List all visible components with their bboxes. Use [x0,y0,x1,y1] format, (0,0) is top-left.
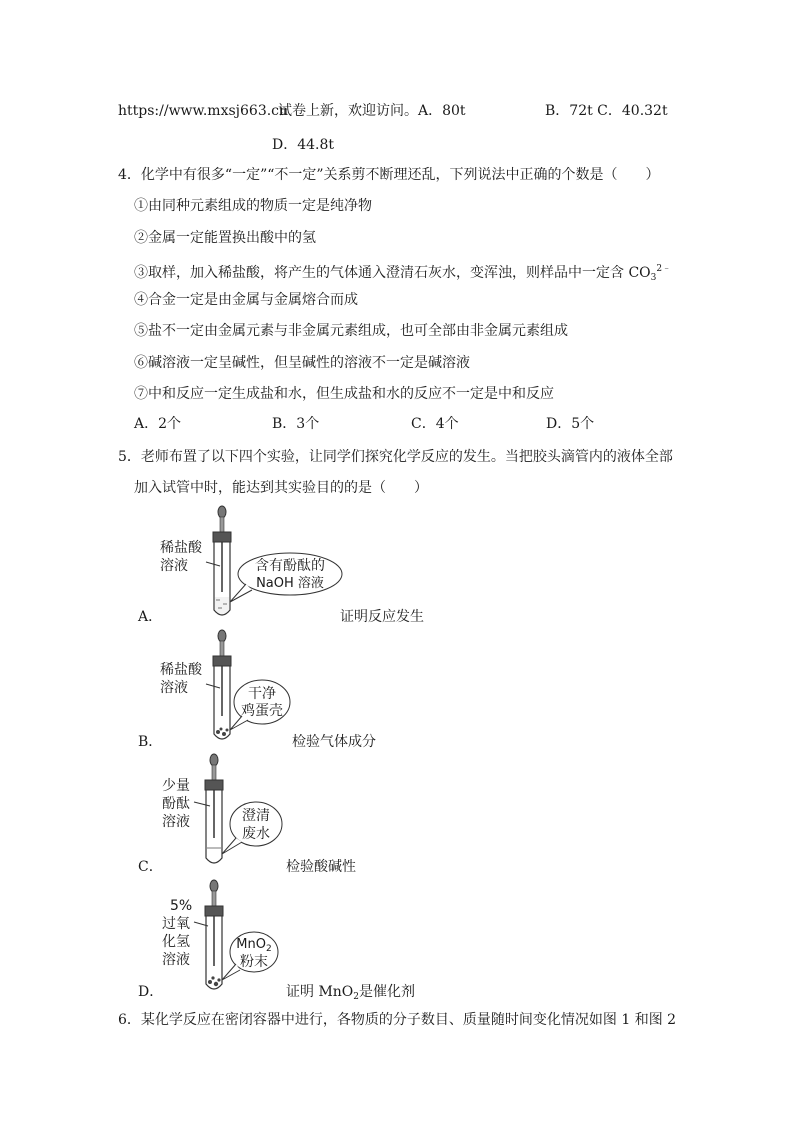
q5-option-c-purpose: 检验酸碱性 [286,859,356,875]
q5b-bubble-line1: 干净 [248,686,276,702]
q5c-reagent-line1: 少量 [162,778,190,794]
q5a-bubble-line2: NaOH 溶液 [256,576,324,591]
q4-option-b: B．3个 [272,416,320,432]
q5-stem-1: 5．老师布置了以下四个实验，让同学们探究化学反应的发生。当把胶头滴管内的液体全部 [118,449,673,465]
q5b-reagent-line1: 稀盐酸 [160,662,202,678]
q4-option-d: D．5个 [546,416,595,432]
q5c-reagent-line3: 溶液 [162,814,190,830]
q5b-bubble-line2: 鸡蛋壳 [241,703,283,719]
q5a-bubble-line1: 含有酚酞的 [255,558,325,574]
q4-item-4: ④合金一定是由金属与金属熔合而成 [134,292,358,308]
q5d-reagent-line3: 化氢 [162,934,190,950]
q5d-reagent-line1: 5% [170,898,193,914]
q5-option-b-purpose: 检验气体成分 [292,734,376,750]
q4-item-5: ⑤盐不一定由金属元素与非金属元素组成，也可全部由非金属元素组成 [134,323,568,339]
q4-item-6: ⑥碱溶液一定呈碱性，但呈碱性的溶液不一定是碱溶液 [134,355,470,371]
q4-item-1: ①由同种元素组成的物质一定是纯净物 [134,198,372,214]
q6-stem: 6．某化学反应在密闭容器中进行，各物质的分子数目、质量随时间变化情况如图 1 和图 2 [118,1012,677,1028]
q5-option-d-purpose: 证明 MnO$_2$是催化剂 [286,984,416,1002]
q5-option-a-purpose: 证明反应发生 [340,609,424,625]
q5d-reagent-line4: 溶液 [162,952,190,968]
q5-figure-b [150,628,300,746]
q5-option-a-letter: A． [138,609,163,625]
q5-option-d-letter: D． [138,984,164,1000]
q5c-bubble-line2: 废水 [242,826,270,842]
q5-figure-d [150,876,300,996]
q5d-bubble-line1: MnO$_2$ [236,937,272,954]
header-option-d: D．44.8t [272,137,335,153]
q4-item-2: ②金属一定能置换出酸中的氢 [134,230,316,246]
q4-option-a: A．2个 [134,416,182,432]
q5-figure-c [150,752,300,870]
header-notice: 试卷上新，欢迎访问。A．80t [278,103,466,119]
q5b-reagent-line2: 溶液 [160,680,188,696]
q5a-reagent-line1: 稀盐酸 [160,540,202,556]
q5-option-c-letter: C． [138,859,163,875]
q5-stem-2: 加入试管中时，能达到其实验目的的是（ ） [134,480,428,496]
q4-item-7: ⑦中和反应一定生成盐和水，但生成盐和水的反应不一定是中和反应 [134,386,554,402]
q5d-reagent-line2: 过氧 [162,916,190,932]
q4-item-3: ③取样，加入稀盐酸，将产生的气体通入澄清石灰水，变浑浊，则样品中一定含 $CO_3^{2﹣}$ [134,264,672,283]
q5-figure-a [150,502,350,622]
q4-stem: 4．化学中有很多“一定”“不一定”关系剪不断理还乱，下列说法中正确的个数是（ ） [118,167,660,183]
q5c-reagent-line2: 酚酞 [162,796,190,812]
header-options-bc: B．72t C．40.32t [545,103,668,119]
q5d-bubble-line2: 粉末 [240,954,268,970]
header-url: https://www.mxsj663.cn [118,103,289,119]
q5-option-b-letter: B． [138,734,163,750]
q5a-reagent-line2: 溶液 [160,558,188,574]
q4-option-c: C．4个 [411,416,459,432]
q5c-bubble-line1: 澄清 [242,808,270,824]
